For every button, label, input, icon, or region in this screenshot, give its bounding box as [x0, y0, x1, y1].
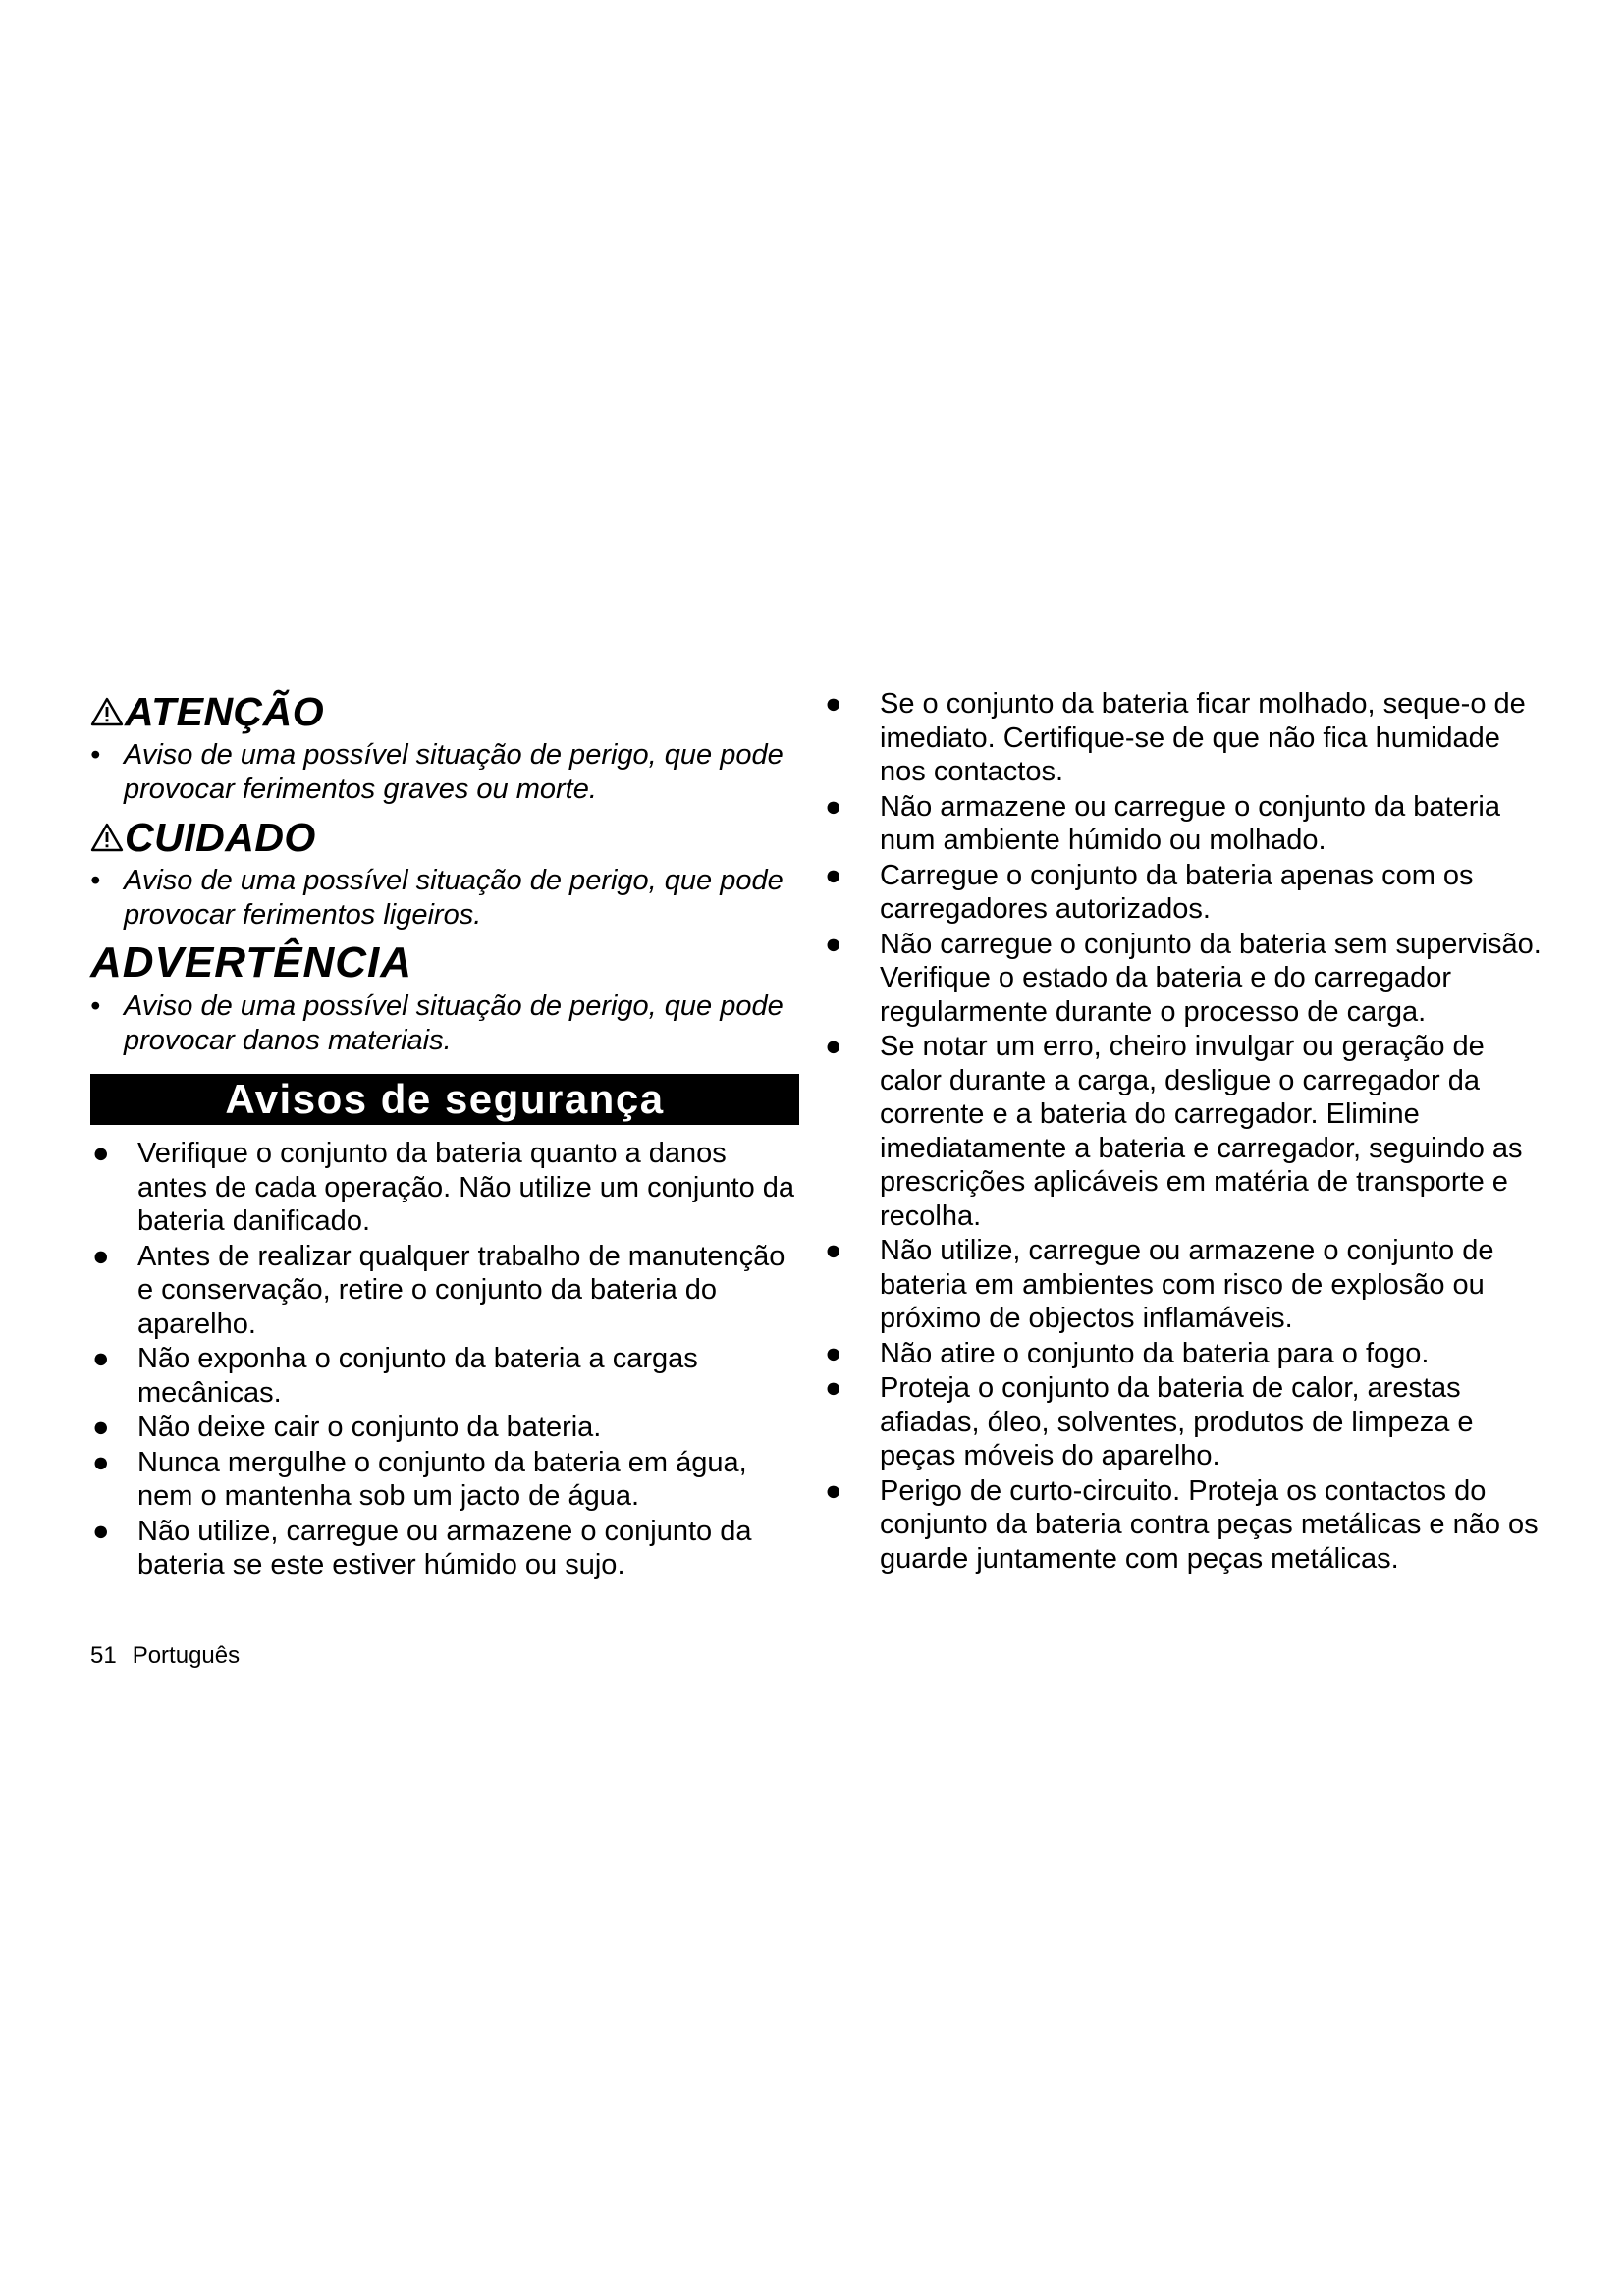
warning-heading-cuidado	[90, 815, 799, 860]
bullet-dot-icon: ●	[825, 790, 842, 823]
bullet-dot-icon: ●	[825, 1474, 842, 1507]
page-footer	[90, 1642, 240, 1670]
bullet-dot-icon: ●	[92, 1138, 110, 1169]
warning-description	[90, 989, 799, 1058]
safety-list-left	[90, 1137, 799, 1582]
bullet-dot-icon: ●	[92, 1412, 110, 1443]
warning-triangle-icon	[90, 823, 124, 852]
language-label: Português	[132, 1642, 241, 1669]
list-item: ● Não utilize, carregue ou armazene o conjunto de bateria em ambientes com risco de explosão ou próximo de objectos inflamáveis.	[825, 1235, 1494, 1334]
bullet-dot-icon: •	[90, 739, 101, 771]
bullet-dot-icon: ●	[825, 1337, 842, 1369]
section-title: Avisos de segurança	[90, 1074, 799, 1125]
page-number: 51	[90, 1642, 117, 1669]
bullet-dot-icon: ●	[92, 1343, 110, 1374]
warning-text: Aviso de uma possível situação de perigo, que pode provocar ferimentos graves ou morte.	[124, 739, 784, 805]
warning-text: Aviso de uma possível situação de perigo, que pode provocar ferimentos ligeiros.	[124, 865, 784, 931]
warning-heading-advertencia	[90, 940, 799, 986]
bullet-dot-icon: ●	[825, 1031, 842, 1062]
warning-title: ADVERTÊNCIA	[90, 938, 413, 987]
bullet-dot-icon: ●	[825, 1372, 842, 1404]
warning-heading-atencao	[90, 689, 799, 734]
bullet-dot-icon: ●	[92, 1515, 110, 1547]
list-item: ● Não deixe cair o conjunto da bateria.	[92, 1412, 602, 1443]
list-item: ● Se o conjunto da bateria ficar molhado, seque-o de imediato. Certifique-se de que não fica humidade nos contactos.	[825, 688, 1526, 787]
warning-description	[90, 738, 799, 807]
list-item: ● Antes de realizar qualquer trabalho de manutenção e conservação, retire o conjunto da bateria do aparelho.	[92, 1240, 785, 1340]
list-item: ● Nunca mergulhe o conjunto da bateria em água, nem o mantenha sob um jacto de água.	[92, 1446, 747, 1512]
bullet-dot-icon: •	[90, 865, 101, 896]
list-item: ● Carregue o conjunto da bateria apenas com os carregadores autorizados.	[825, 859, 1474, 925]
list-item: ● Não carregue o conjunto da bateria sem supervisão. Verifique o estado da bateria e do carregador regularmente durante o processo de carga.	[825, 928, 1542, 1028]
left-column	[90, 689, 799, 1583]
list-item: ● Não utilize, carregue ou armazene o conjunto da bateria se este estiver húmido ou sujo.	[92, 1515, 752, 1580]
safety-list-right	[823, 687, 1549, 1575]
warning-title: CUIDADO	[125, 815, 316, 860]
warning-text: Aviso de uma possível situação de perigo, que pode provocar danos materiais.	[124, 990, 784, 1056]
list-item: ● Não exponha o conjunto da bateria a cargas mecânicas.	[92, 1343, 698, 1409]
warning-title: ATENÇÃO	[125, 689, 325, 734]
list-item: ● Proteja o conjunto da bateria de calor, arestas afiadas, óleo, solventes, produtos de limpeza e peças móveis do aparelho.	[825, 1372, 1474, 1471]
list-item: ● Não armazene ou carregue o conjunto da bateria num ambiente húmido ou molhado.	[825, 790, 1500, 856]
bullet-dot-icon: ●	[92, 1240, 110, 1272]
right-column	[823, 687, 1549, 1576]
warning-description	[90, 864, 799, 933]
bullet-dot-icon: •	[90, 990, 101, 1022]
bullet-dot-icon: ●	[825, 688, 842, 720]
bullet-dot-icon: ●	[825, 859, 842, 891]
bullet-dot-icon: ●	[825, 928, 842, 960]
list-item: ● Verifique o conjunto da bateria quanto a danos antes de cada operação. Não utilize um conjunto da bateria danificado.	[92, 1138, 795, 1237]
warning-triangle-icon	[90, 697, 124, 726]
list-item: ● Não atire o conjunto da bateria para o fogo.	[825, 1337, 1430, 1369]
list-item: ● Se notar um erro, cheiro invulgar ou geração de calor durante a carga, desligue o carregador da corrente e a bateria do carregador. Elimine imediatamente a bateria e carregador, seguindo as prescrições aplicáveis em matéria de transporte e recolha.	[825, 1031, 1523, 1232]
bullet-dot-icon: ●	[92, 1446, 110, 1478]
list-item: ● Perigo de curto-circuito. Proteja os contactos do conjunto da bateria contra peças metálicas e não os guarde juntamente com peças metálicas.	[825, 1474, 1539, 1575]
bullet-dot-icon: ●	[825, 1235, 842, 1266]
